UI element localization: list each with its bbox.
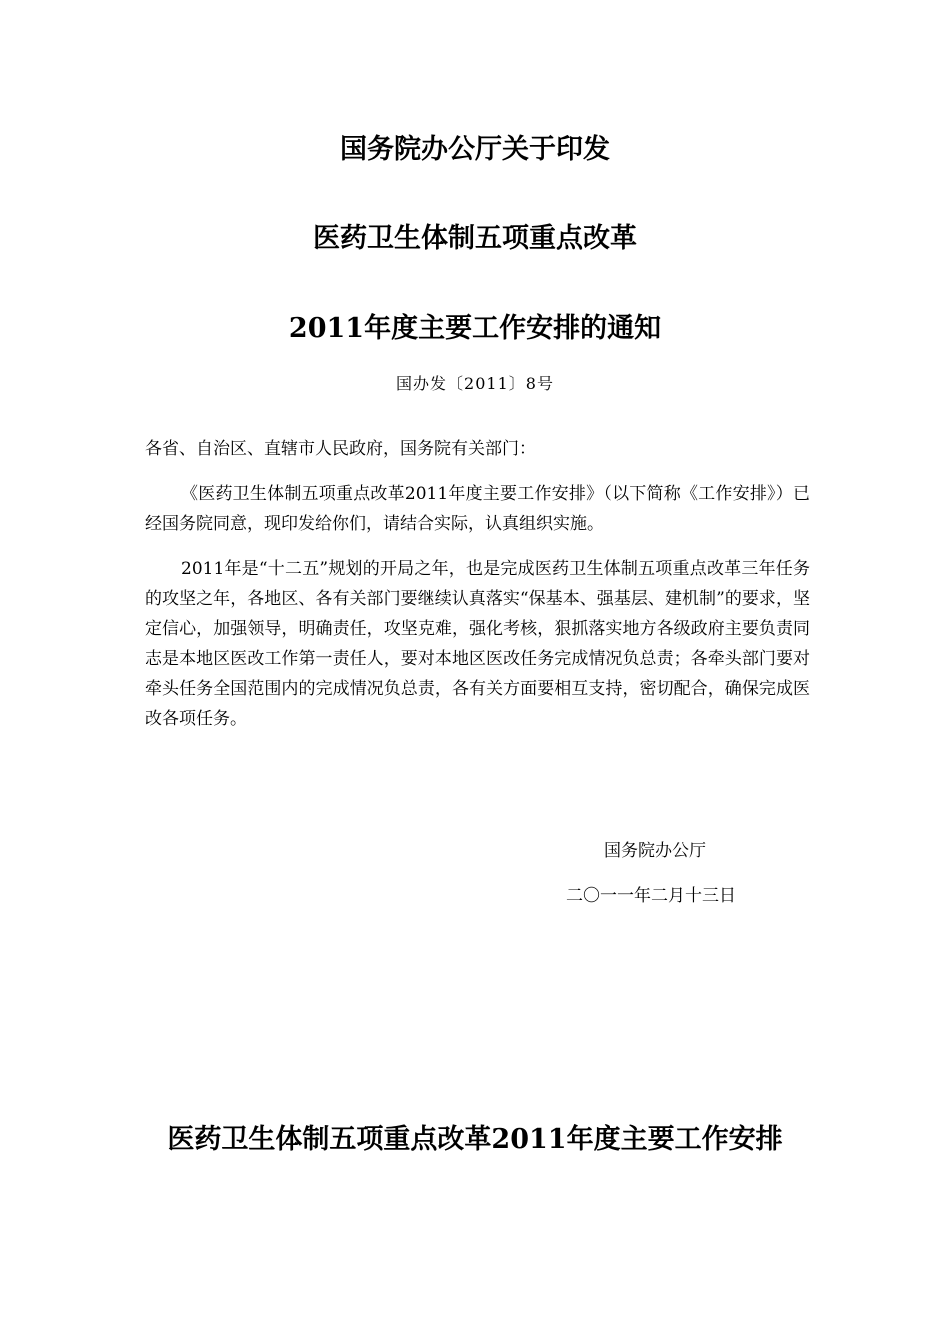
salutation: 各省、自治区、直辖市人民政府，国务院有关部门：: [145, 439, 536, 459]
paragraph-2: 2011年是“十二五”规划的开局之年，也是完成医药卫生体制五项重点改革三年任务的攻坚之年，各地区、各有关部门要继续认真落实“保基本、强基层、建机制”的要求，坚定信心，加强领导，明确责任，攻坚克难，强化考核，狠抓落实地方各级政府主要负责同志是本地区医改工作第一责任人，要对本地区医改任务完成情况负总责；各牵头部门要对牵头任务全国范围内的完成情况负总责，各有关方面要相互支持，密切配合，确保完成医改各项任务。: [145, 559, 810, 729]
paragraph-1: 《医药卫生体制五项重点改革2011年度主要工作安排》（以下简称《工作安排》）已经国务院同意，现印发给你们，请结合实际，认真组织实施。: [145, 484, 810, 534]
appendix-title: 医药卫生体制五项重点改革2011年度主要工作安排: [167, 1124, 783, 1155]
document-number: 国办发〔2011〕8号: [396, 374, 554, 393]
notice-title-line-3: 2011年度主要工作安排的通知: [288, 313, 662, 344]
notice-title-line-1: 国务院办公厅关于印发: [340, 134, 610, 165]
issue-date: 二〇一一年二月十三日: [566, 886, 736, 906]
notice-title-line-2: 医药卫生体制五项重点改革: [313, 223, 637, 254]
notice-body: [145, 434, 810, 734]
issuer-signature: 国务院办公厅: [604, 841, 706, 861]
